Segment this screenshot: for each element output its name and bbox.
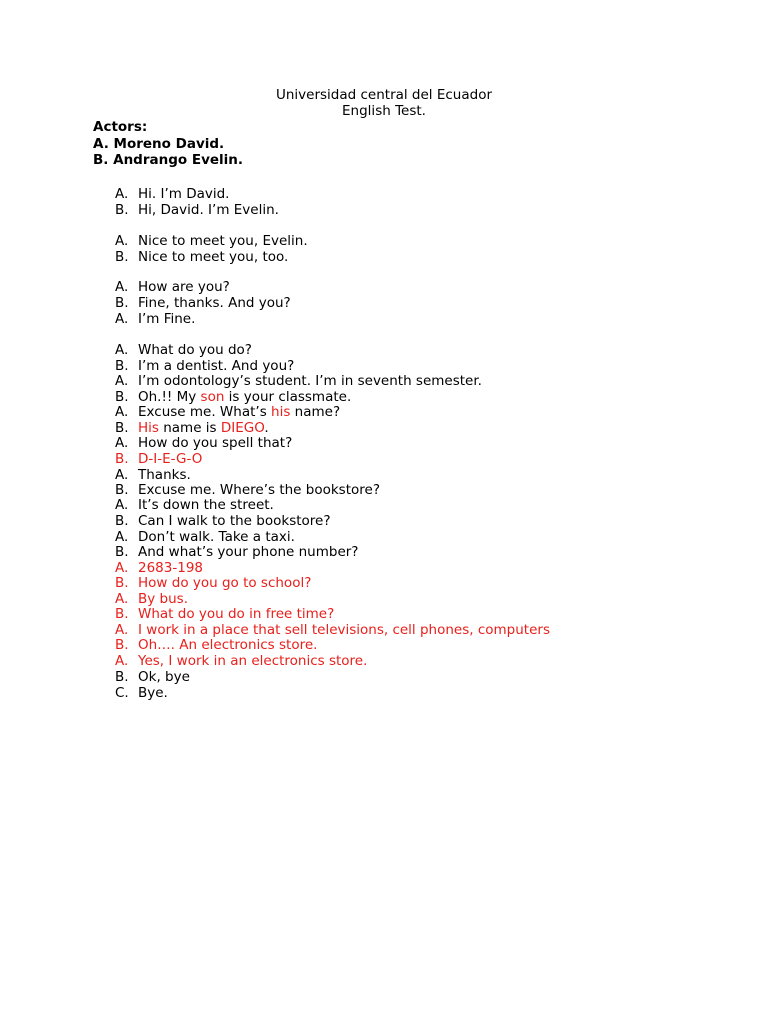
speaker-marker: B. [115, 389, 129, 405]
dialog-text: I’m odontology’s student. I’m in seventh semester. [138, 373, 482, 389]
dialog-line [115, 233, 308, 249]
speaker-marker: B. [115, 606, 129, 622]
dialog-line [115, 279, 230, 295]
dialog-text: Bye. [138, 685, 168, 701]
highlighted-text: How do you go to school? [138, 575, 312, 591]
speaker-marker: A. [115, 186, 129, 202]
dialog-text: Can I walk to the bookstore? [138, 513, 331, 529]
speaker-marker: A. [115, 233, 129, 249]
speaker-marker: A. [115, 311, 129, 327]
dialog-line [115, 435, 292, 451]
dialog-line [115, 202, 279, 218]
speaker-marker: B. [115, 358, 129, 374]
speaker-marker: A. [115, 279, 129, 295]
speaker-marker: B. [115, 482, 129, 498]
speaker-marker: A. [115, 404, 129, 420]
dialog-line [115, 544, 358, 560]
dialog-text: . [264, 420, 269, 436]
dialog-text: It’s down the street. [138, 497, 274, 513]
dialog-text: Fine, thanks. And you? [138, 295, 291, 311]
dialog-line [115, 404, 340, 420]
dialog-line [115, 358, 294, 374]
dialog-text: What do you do? [138, 342, 252, 358]
dialog-line [115, 467, 191, 483]
speaker-marker: B. [115, 669, 129, 685]
dialog-text: name? [290, 404, 341, 420]
highlighted-text: By bus. [138, 591, 188, 607]
speaker-marker: A. [115, 560, 129, 576]
speaker-marker: B. [115, 420, 129, 436]
speaker-marker: A. [115, 435, 129, 451]
dialog-line [115, 653, 367, 669]
speaker-marker: B. [115, 637, 129, 653]
dialog-line [115, 575, 311, 591]
dialog-text: Oh.!! My [138, 389, 201, 405]
speaker-marker: B. [115, 295, 129, 311]
highlighted-text: Yes, I work in an electronics store. [138, 653, 368, 669]
actor-b: B. Andrango Evelin. [93, 152, 244, 168]
dialog-text: I’m Fine. [138, 311, 196, 327]
highlighted-text: Oh…. An electronics store. [138, 637, 318, 653]
dialog-text: Excuse me. What’s [138, 404, 272, 420]
dialog-text: Nice to meet you, too. [138, 249, 289, 265]
dialog-line [115, 342, 252, 358]
speaker-marker: A. [115, 622, 129, 638]
highlighted-text: DIEGO [220, 420, 265, 436]
dialog-line [115, 420, 269, 436]
dialog-line [115, 451, 202, 467]
dialog-line [115, 389, 351, 405]
dialog-text: How do you spell that? [138, 435, 293, 451]
highlighted-text: 2683-198 [138, 560, 203, 576]
highlighted-text: D-I-E-G-O [138, 451, 203, 467]
dialog-text: name is [158, 420, 221, 436]
dialog-line [115, 669, 190, 685]
actor-a: A. Moreno David. [93, 136, 225, 152]
speaker-marker: A. [115, 342, 129, 358]
highlighted-text: His [138, 420, 159, 436]
dialog-line [115, 249, 288, 265]
dialog-line [115, 513, 331, 529]
dialog-line [115, 186, 229, 202]
speaker-marker: A. [115, 529, 129, 545]
highlighted-text: I work in a place that sell televisions, cell phones, computers [138, 622, 550, 638]
dialog-text: I’m a dentist. And you? [138, 358, 295, 374]
test-title: English Test. [342, 103, 426, 119]
speaker-marker: A. [115, 653, 129, 669]
speaker-marker: B. [115, 249, 129, 265]
dialog-text: Ok, bye [138, 669, 190, 685]
dialog-line [115, 529, 295, 545]
dialog-line [115, 685, 168, 701]
speaker-marker: C. [115, 685, 129, 701]
dialog-text: And what’s your phone number? [138, 544, 359, 560]
dialog-line [115, 637, 317, 653]
university-title: Universidad central del Ecuador [275, 87, 493, 103]
highlighted-text: What do you do in free time? [138, 606, 335, 622]
dialog-text: Don’t walk. Take a taxi. [138, 529, 295, 545]
speaker-marker: A. [115, 497, 129, 513]
dialog-line [115, 622, 550, 638]
speaker-marker: A. [115, 467, 129, 483]
dialog-text: Excuse me. Where’s the bookstore? [138, 482, 380, 498]
speaker-marker: A. [115, 373, 129, 389]
speaker-marker: B. [115, 202, 129, 218]
actors-label: Actors: [93, 119, 148, 135]
speaker-marker: B. [115, 575, 129, 591]
dialog-text: Thanks. [138, 467, 191, 483]
dialog-line [115, 560, 203, 576]
speaker-marker: B. [115, 513, 129, 529]
dialog-text: Hi. I’m David. [138, 186, 230, 202]
dialog-line [115, 606, 334, 622]
highlighted-text: his [271, 404, 291, 420]
speaker-marker: A. [115, 591, 129, 607]
dialog-text: Hi, David. I’m Evelin. [138, 202, 279, 218]
dialog-text: is your classmate. [224, 389, 352, 405]
speaker-marker: B. [115, 544, 129, 560]
dialog-text: How are you? [138, 279, 230, 295]
dialog-text: Nice to meet you, Evelin. [138, 233, 308, 249]
speaker-marker: B. [115, 451, 129, 467]
dialog-line [115, 497, 274, 513]
highlighted-text: son [200, 389, 225, 405]
dialog-line [115, 311, 195, 327]
dialog-line [115, 482, 380, 498]
dialog-line [115, 373, 482, 389]
dialog-line [115, 295, 291, 311]
dialog-line [115, 591, 188, 607]
